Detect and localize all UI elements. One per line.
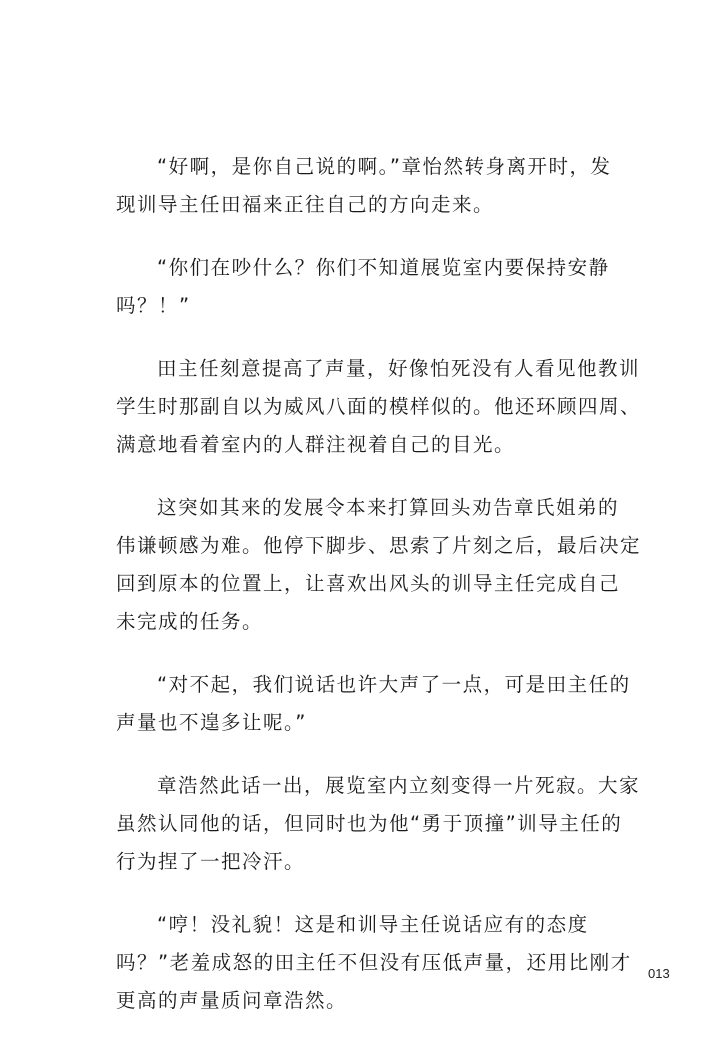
text-line: “哼！没礼貌！这是和训导主任说话应有的态度 xyxy=(157,913,589,936)
text-line: 回到原本的位置上，让喜欢出风头的训导主任完成自己 xyxy=(116,572,621,595)
text-line: “好啊，是你自己说的啊。”章怡然转身离开时，发 xyxy=(157,155,612,178)
body-text xyxy=(116,148,642,1045)
paragraph-4 xyxy=(116,489,642,641)
text-line: 未完成的任务。 xyxy=(116,610,264,633)
text-line: 更高的声量质问章浩然。 xyxy=(116,989,348,1012)
text-line: 吗？”老羞成怒的田主任不但没有压低声量，还用比刚才 xyxy=(116,951,632,974)
text-line: “对不起，我们说话也许大声了一点，可是田主任的 xyxy=(157,673,631,696)
paragraph-1 xyxy=(116,148,610,224)
paragraph-2 xyxy=(116,249,610,325)
text-line: 这突如其来的发展令本来打算回头劝告章氏姐弟的 xyxy=(157,496,620,519)
text-line: “你们在吵什么？你们不知道展览室内要保持安静 xyxy=(157,256,610,279)
text-line: 现训导主任田福来正往自己的方向走来。 xyxy=(116,193,495,216)
paragraph-6 xyxy=(116,767,641,881)
text-line: 章浩然此话一出，展览室内立刻变得一片死寂。大家 xyxy=(157,774,641,797)
paragraph-7 xyxy=(116,906,632,1020)
paragraph-3 xyxy=(116,350,642,464)
text-line: 田主任刻意提高了声量，好像怕死没有人看见他教训 xyxy=(157,357,641,380)
text-line: 声量也不遑多让呢。” xyxy=(116,711,307,734)
page-number: 013 xyxy=(648,966,670,981)
text-line: 虽然认同他的话，但同时也为他“勇于顶撞”训导主任的 xyxy=(116,812,623,835)
text-line: 行为捏了一把冷汗。 xyxy=(116,850,306,873)
text-line: 学生时那副自以为威风八面的模样似的。他还环顾四周、 xyxy=(116,395,642,418)
text-line: 满意地看着室内的人群注视着自己的目光。 xyxy=(116,433,516,456)
text-line: 吗？！” xyxy=(116,294,191,317)
paragraph-5 xyxy=(116,666,631,742)
text-line: 伟谦顿感为难。他停下脚步、思索了片刻之后，最后决定 xyxy=(116,534,642,557)
